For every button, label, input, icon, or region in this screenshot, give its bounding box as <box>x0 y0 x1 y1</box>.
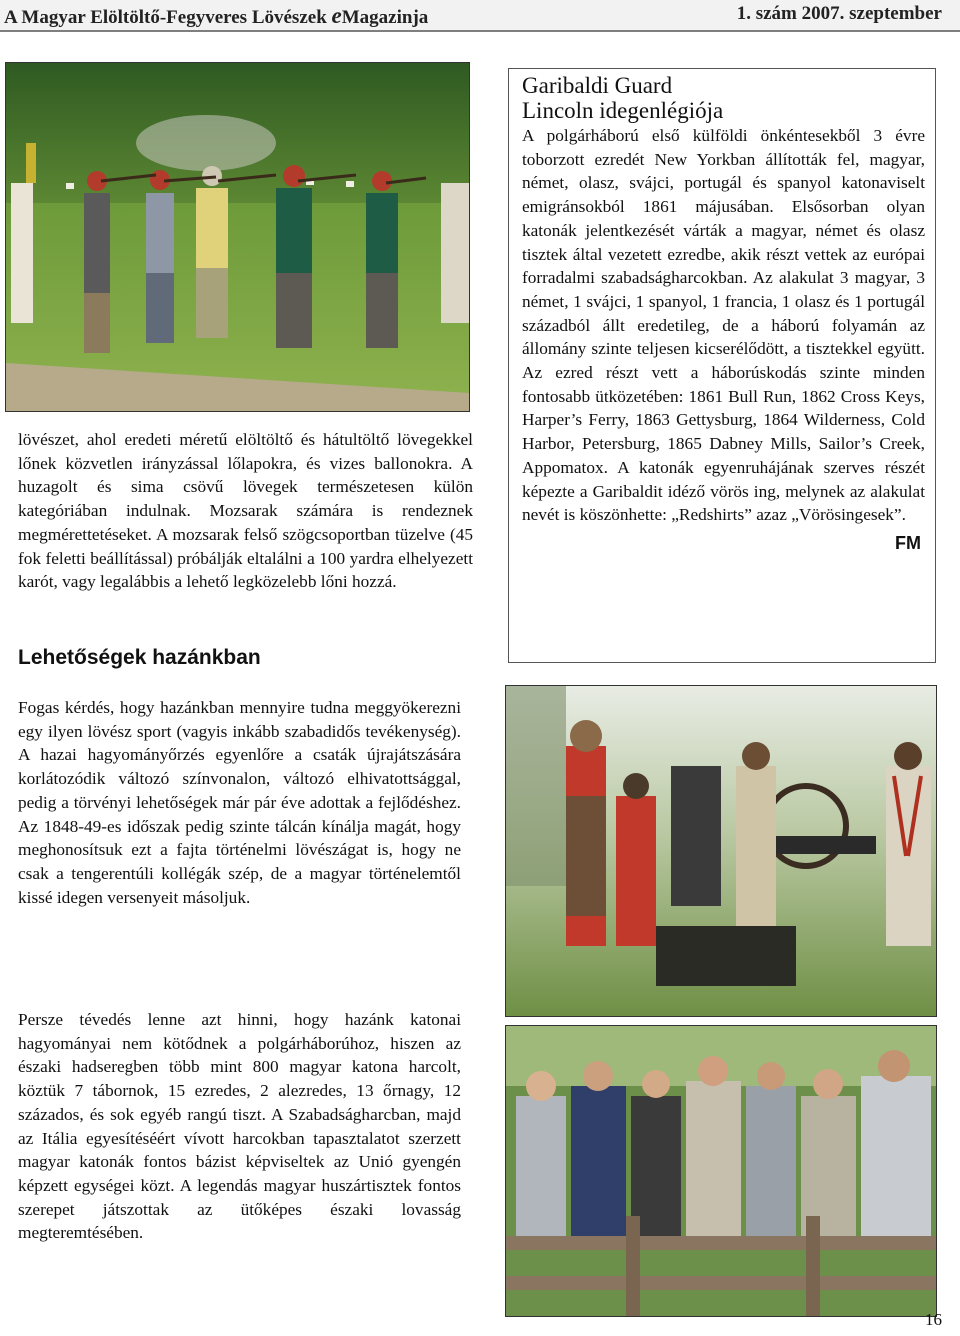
issue-info: 1. szám 2007. szeptember <box>736 3 942 24</box>
box-subtitle: Lincoln idegenlégiója <box>522 98 724 123</box>
garibaldi-guard-box <box>508 68 936 663</box>
magazine-title: A Magyar Elöltöltő-Fegyveres Lövészek eMagazinja <box>4 3 429 28</box>
left-column-paragraph-3: Persze tévedés lenne azt hinni, hogy hazánk katonai hagyományai nem kötődnek a polgárháborúhoz, hiszen az északi hadseregben több mint 800 magyar katona harcolt, köztük 7 tábornok, 15 ezredes, 2 alezredes, 13 őrnagy, 12 százados, és sok egyéb rangú tiszt. A Szabadságharcban, majd az Itália egyesítéséért vívott harcokban tapasztalatot szerzett magyar katonák fontos bázist képviseltek az Unió gyengén képzett egységei közt. A legendás magyar huszártisztek fontos szerepet játszottak az ütőképes északi lovasság megteremtésében. <box>18 1010 461 1243</box>
box-title: Garibaldi Guard <box>522 73 673 98</box>
shooting-line-image <box>6 63 469 411</box>
photo-shooting-line <box>5 62 470 412</box>
reenactor-group-image <box>506 1026 936 1316</box>
left-column-paragraph-1: lövészet, ahol eredeti méretű elöltöltő és hátultöltő lövegekkel lőnek közvetlen irányzással lőlapokra, és vizes ballonokra. A huzagolt és sima csövű lövegek természetesen külön kategóriában indulnak. Mozsarak számára is rendeznek megmérettetéseket. A mozsarak felső szögcsoportban tüzelve (45 fok feletti beállítással) próbálják eltalálni a 100 yardra elhelyezett karót, vagy legalábbis a lehető legközelebb lőni hozzá. <box>18 430 473 592</box>
photo-cannon-crew <box>505 685 937 1017</box>
page-header <box>0 0 960 32</box>
author-signature: FM <box>895 532 921 553</box>
box-body: A polgárháború első külföldi önkéntesekből 3 évre toborzott ezredét New Yorkban állították fel, magyar, német, olasz, svájci, portugál és spanyol katonaviselt emigránsokból 1861 májusában. Elsősorban olyan katonák jelentkezését várták a magyar, német és olasz tisztek által vezetett ezredbe, akik részt vettek az európai forradalmi szabadságharcokban. Az alakulat 3 magyar, 3 német, 1 svájci, 1 spanyol, 1 francia, 1 olasz és 1 portugál századból állt eredetileg, de a háború folyamán az állomány szinte teljesen kicserélődött, a tisztekkel együtt. Az ezred részt vett a háborúskodás szinte minden fontosabb ütközetében: 1861 Bull Run, 1862 Cross Keys, Harper’s Ferry, 1863 Gettysburg, 1864 Wilderness, Cold Harbor, Petersburg, 1865 Dabney Mills, Sailor’s Creek, Appomatox. A katonák egyenruhájának szerves részét képezte a Garibaldit idéző vörös ing, melynek az alakulat nevét is köszönhette: „Redshirts” azaz „Vörösingesek”. <box>522 126 925 525</box>
photo-reenactor-group <box>505 1025 937 1317</box>
cannon-crew-image <box>506 686 936 1016</box>
page-number: 16 <box>925 1310 942 1329</box>
left-column-paragraph-2: Fogas kérdés, hogy hazánkban mennyire tudna meggyökerezni egy ilyen lövész sport (vagyis inkább szabadidős tevékenység). A hazai hagyományőrzés egyenlőre a csaták újrajátszására korlátozódik változó színvonalon, változó elhivatottsággal, pedig a törvényi lehetőségek már pár éve adottak a fejlődéshez. Az 1848-49-es időszak pedig szinte tálcán kínálja magát, hogy meghonosítsuk ezt a fajta történelmi lövészágat is, hogy ne csak a tengerentúli kollégák szép, de a magyar történelemtől kissé idegen versenyeit másoljuk. <box>18 698 461 907</box>
section-heading: Lehetőségek hazánkban <box>18 646 261 669</box>
